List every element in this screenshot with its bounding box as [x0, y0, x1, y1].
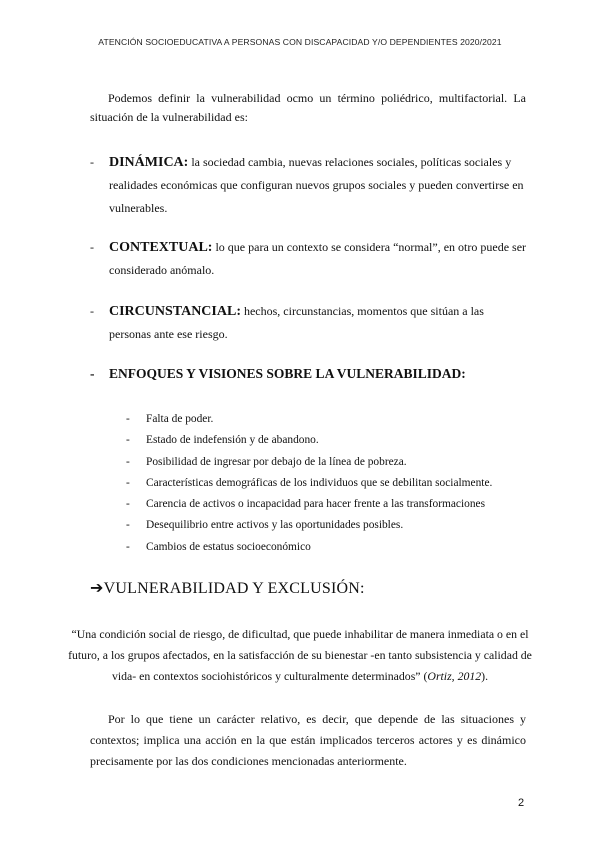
list-item — [126, 537, 546, 558]
list-dash: - — [126, 519, 130, 532]
list-item-text: Características demográficas de los individuos que se debilitan socialmente. — [146, 476, 493, 489]
bullet-dash: - — [90, 240, 94, 254]
intro-text: Podemos definir la vulnerabilidad ocmo un término poliédrico, multifactorial. La situación de la vulnerabilidad es: — [90, 91, 526, 124]
list-dash: - — [126, 498, 130, 511]
heading-title: VULNERABILIDAD Y EXCLUSIÓN: — [103, 580, 365, 597]
page-number: 2 — [518, 797, 525, 809]
quote-block — [68, 624, 532, 687]
closing-paragraph: Por lo que tiene un carácter relativo, es decir, que depende de las situaciones y contextos; implica una acción en la que están implicados terceros actores y es dinámico precisamente por las dos condiciones mencionadas anteriormente. — [90, 712, 526, 768]
enfoques-list — [126, 409, 546, 558]
bullet-text: hechos, circunstancias, momentos que sitúan a las personas ante ese riesgo. — [109, 304, 484, 341]
quote-text: “Una condición social de riesgo, de dificultad, que puede inhabilitar de manera inmediata o en el futuro, a los grupos afectados, en la satisfacción de su bienestar -en tanto subsistencia y calidad de vida- en contextos sociohistóricos y culturalmente determinados” ( — [68, 627, 532, 683]
list-dash: - — [126, 434, 130, 447]
intro-paragraph — [90, 89, 526, 127]
arrow-right-icon: ➔ — [90, 578, 104, 597]
bullet-dash: - — [90, 304, 94, 318]
list-item — [126, 409, 546, 430]
quote-end: ). — [481, 669, 489, 683]
bullet-circunstancial — [90, 300, 528, 346]
section-dash: - — [90, 366, 95, 381]
list-item-text: Desequilibrio entre activos y las oportunidades posibles. — [146, 519, 404, 532]
list-item — [126, 515, 546, 536]
bullet-text: lo que para un contexto se considera “normal”, en otro puede ser considerado anómalo. — [109, 240, 527, 277]
section-heading-enfoques — [90, 366, 466, 382]
list-item-text: Falta de poder. — [146, 413, 214, 425]
list-item — [126, 494, 546, 515]
section-heading-exclusion — [90, 578, 365, 598]
list-item-text: Cambios de estatus socioeconómico — [146, 540, 311, 553]
list-item — [126, 430, 546, 451]
list-dash: - — [126, 455, 130, 468]
bullet-contextual — [90, 236, 528, 282]
bullet-term: CIRCUNSTANCIAL: — [109, 304, 241, 319]
bullet-term: CONTEXTUAL: — [109, 240, 213, 255]
list-dash: - — [126, 476, 130, 489]
bullet-term: DINÁMICA: — [109, 155, 189, 170]
list-item-text: Posibilidad de ingresar por debajo de la línea de pobreza. — [146, 455, 407, 468]
list-item — [126, 452, 546, 473]
list-item — [126, 473, 546, 494]
bullet-dinamica — [90, 151, 528, 220]
section-title: ENFOQUES Y VISIONES SOBRE LA VULNERABILIDAD: — [109, 366, 466, 381]
list-dash: - — [126, 540, 130, 553]
list-dash: - — [126, 413, 130, 425]
quote-citation: Ortiz, 2012 — [427, 669, 482, 683]
list-item-text: Carencia de activos o incapacidad para hacer frente a las transformaciones — [146, 498, 486, 511]
bullet-dash: - — [90, 155, 94, 169]
list-item-text: Estado de indefensión y de abandono. — [146, 434, 319, 447]
running-header: ATENCIÓN SOCIOEDUCATIVA A PERSONAS CON DISCAPACIDAD Y/O DEPENDIENTES 2020/2021 — [98, 37, 502, 47]
bullet-text: la sociedad cambia, nuevas relaciones sociales, políticas sociales y realidades económicas que configuran nuevos grupos sociales y pueden convertirse en vulnerables. — [109, 155, 524, 215]
